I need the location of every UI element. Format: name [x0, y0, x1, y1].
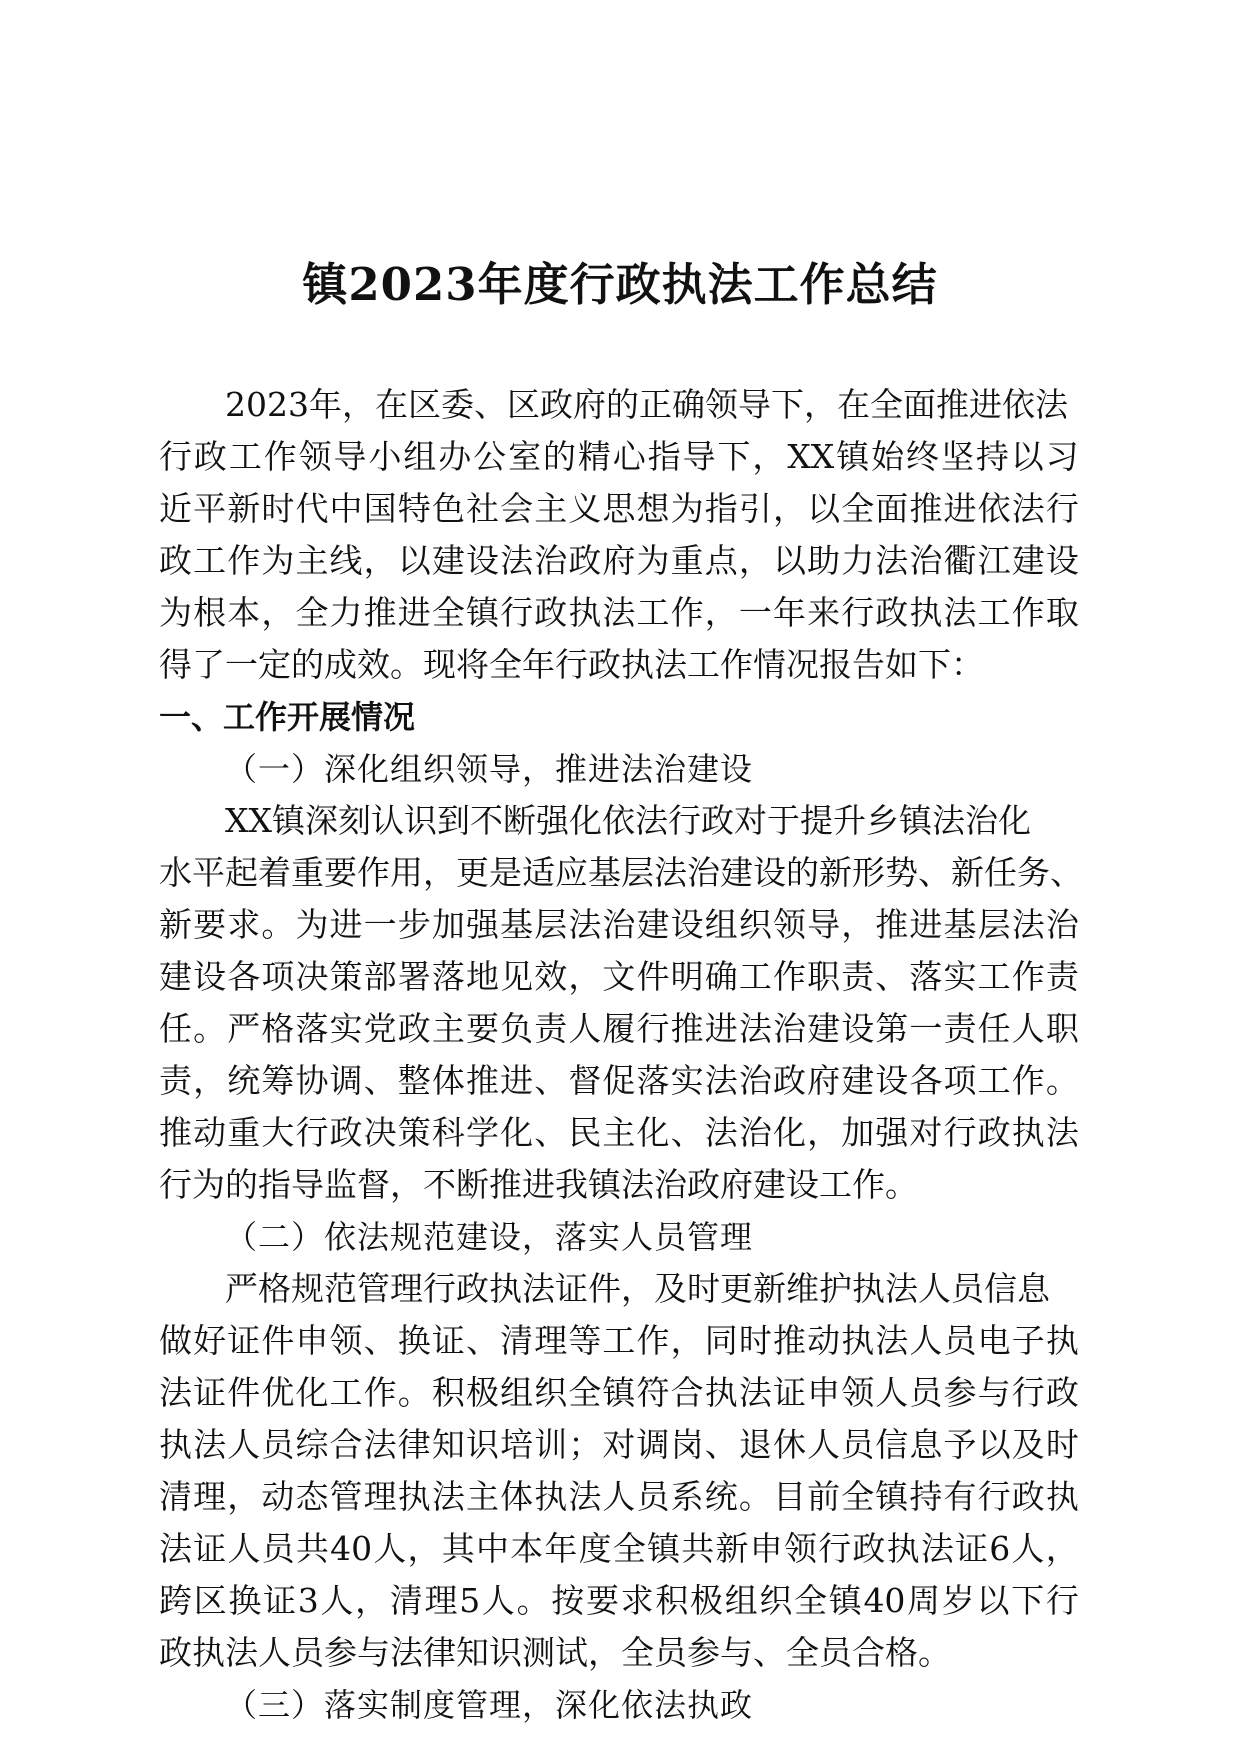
paragraph-last-line: 政执法人员参与法律知识测试，全员参与、全员合格。	[159, 1633, 951, 1672]
paragraph-line: 任 。 严 格 落 实 党 政 主 要 负 责 人 履 行 推 进 法 治 建 设 第 一 责 任 人 职	[159, 1009, 1079, 1048]
subsection-heading: （二）依法规范建设，落实人员管理	[225, 1218, 754, 1256]
document-body	[159, 379, 1083, 1731]
paragraph-line: 责 ， 统 筹 协 调 、 整 体 推 进 、 督 促 落 实 法 治 政 府 建 设 各 项 工 作 。	[159, 1061, 1079, 1100]
subsection-heading: （三）落实制度管理，深化依法执政	[225, 1686, 754, 1724]
paragraph-first-line: 严格规范管理行政执法证件，及时更新维护执法人员信息	[225, 1269, 1050, 1308]
paragraph-line: 政 工 作 为 主 线 ， 以 建 设 法 治 政 府 为 重 点 ， 以 助 力 法 治 衢 江 建 设	[159, 541, 1079, 580]
document-title: 镇2023年度行政执法工作总结	[302, 258, 938, 311]
paragraph-first-line: 2023年，在区委、区政府的正确领导下，在全面推进依法	[225, 385, 1068, 424]
section-heading: 一、工作开展情况	[159, 698, 416, 736]
paragraph-line: 新 要 求 。 为 进 一 步 加 强 基 层 法 治 建 设 组 织 领 导 ， 推 进 基 层 法 治	[159, 905, 1079, 944]
paragraph-line: 为 根 本 ， 全 力 推 进 全 镇 行 政 执 法 工 作 ， 一 年 来 行 政 执 法 工 作 取	[159, 593, 1079, 632]
paragraph-line: 行 政 工 作 领 导 小 组 办 公 室 的 精 心 指 导 下 ， XX 镇 始 终 坚 持 以 习	[159, 437, 1079, 476]
paragraph-line: 清 理 ， 动 态 管 理 执 法 主 体 执 法 人 员 系 统 。 目 前 全 镇 持 有 行 政 执	[159, 1477, 1079, 1516]
paragraph-line: 近 平 新 时 代 中 国 特 色 社 会 主 义 思 想 为 指 引 ， 以 全 面 推 进 依 法 行	[159, 489, 1079, 528]
paragraph-last-line: 行为的指导监督，不断推进我镇法治政府建设工作。	[159, 1165, 918, 1204]
paragraph-line: 水 平 起 着 重 要 作 用 ， 更 是 适 应 基 层 法 治 建 设 的 新 形 势 、 新 任 务 、	[159, 853, 1083, 892]
paragraph-first-line: XX镇深刻认识到不断强化依法行政对于提升乡镇法治化	[225, 801, 1031, 840]
paragraph-line: 法 证 人 员 共 40 人 ， 其 中 本 年 度 全 镇 共 新 申 领 行 政 执 法 证 6 人 ，	[159, 1529, 1079, 1568]
paragraph-line: 推 动 重 大 行 政 决 策 科 学 化 、 民 主 化 、 法 治 化 ， 加 强 对 行 政 执 法	[159, 1113, 1079, 1152]
paragraph-line: 法 证 件 优 化 工 作 。 积 极 组 织 全 镇 符 合 执 法 证 申 领 人 员 参 与 行 政	[159, 1373, 1079, 1412]
paragraph-line: 建 设 各 项 决 策 部 署 落 地 见 效 ， 文 件 明 确 工 作 职 责 、 落 实 工 作 责	[159, 957, 1079, 996]
paragraph-line: 做 好 证 件 申 领 、 换 证 、 清 理 等 工 作 ， 同 时 推 动 执 法 人 员 电 子 执	[159, 1321, 1079, 1360]
paragraph-last-line: 得了一定的成效。现将全年行政执法工作情况报告如下：	[159, 645, 984, 684]
paragraph-line: 跨 区 换 证 3 人 ， 清 理 5 人 。 按 要 求 积 极 组 织 全 镇 40 周 岁 以 下 行	[159, 1581, 1079, 1620]
subsection-heading: （一）深化组织领导，推进法治建设	[225, 750, 754, 788]
paragraph-line: 执 法 人 员 综 合 法 律 知 识 培 训 ； 对 调 岗 、 退 休 人 员 信 息 予 以 及 时	[159, 1425, 1079, 1464]
